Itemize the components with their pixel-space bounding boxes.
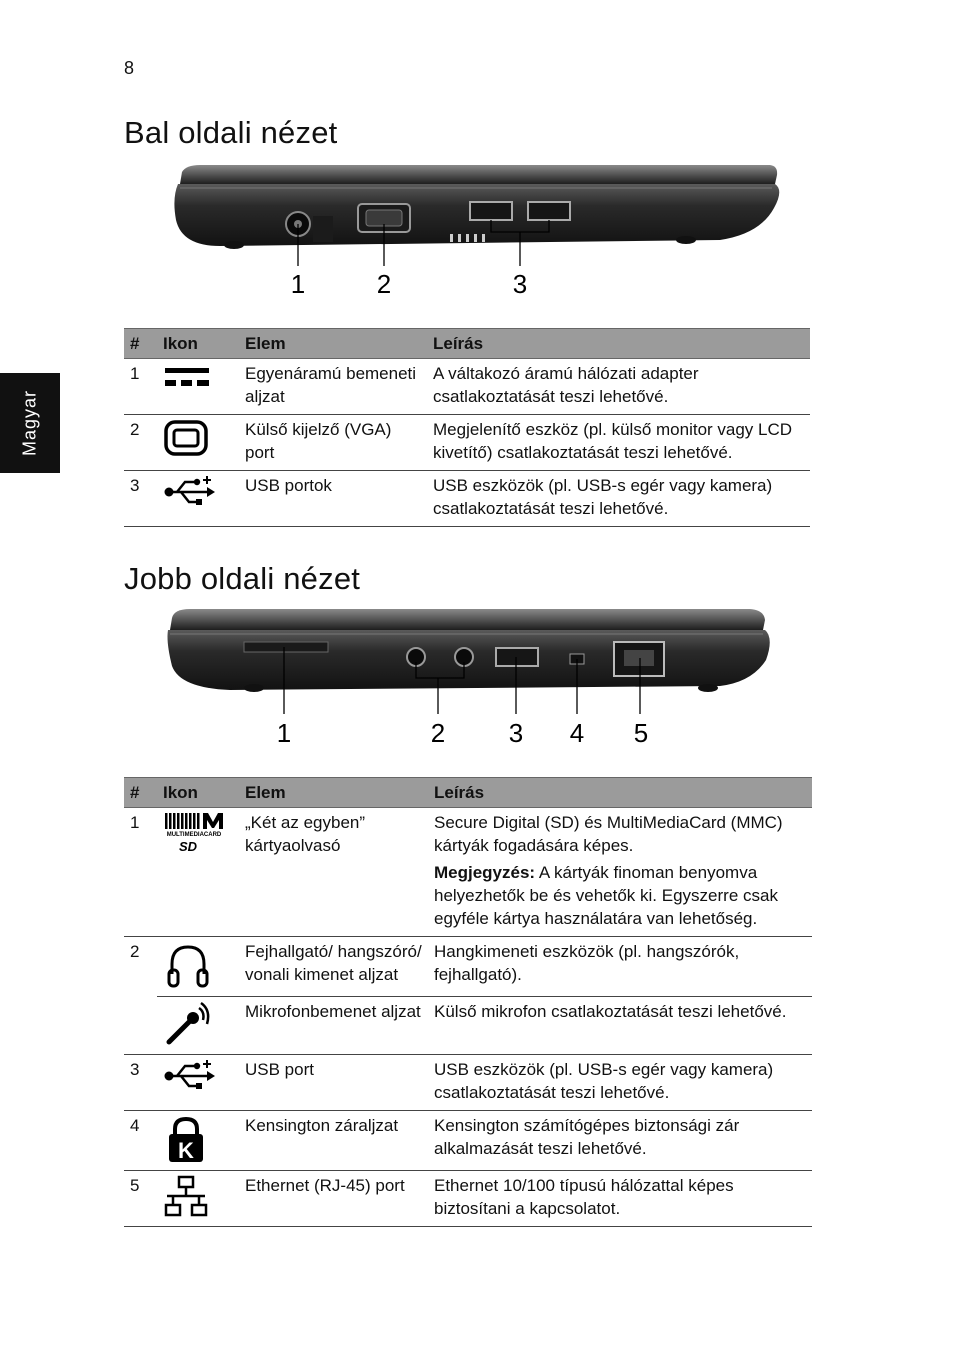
row-description: USB eszközök (pl. USB-s egér vagy kamera) csatlakoztatását teszi lehetővé. [427, 471, 810, 527]
col-header-item: Elem [239, 778, 428, 808]
row-number: 5 [124, 1171, 157, 1227]
row-description: Ethernet 10/100 típusú hálózattal képes biztosítani a kapcsolatot. [428, 1171, 812, 1227]
row-number: 3 [124, 1055, 157, 1111]
table-header [124, 778, 812, 808]
table-row [124, 359, 810, 415]
row-number: 4 [124, 1111, 157, 1171]
row-number: 2 [124, 937, 157, 1055]
right-callout-1: 1 [276, 718, 292, 748]
row-note [434, 861, 806, 930]
row-item: „Két az egyben” kártyaolvasó [239, 808, 428, 937]
row-description: Kensington számítógépes biztonsági zár alkalmazását teszi lehetővé. [428, 1111, 812, 1171]
right-callout-4: 4 [569, 718, 585, 748]
dc-power-icon [163, 362, 211, 392]
row-item: Kensington záraljzat [239, 1111, 428, 1171]
page-number: 8 [124, 58, 135, 78]
kensington-lock-icon [163, 1114, 209, 1164]
row-item: Külső kijelző (VGA) port [239, 415, 427, 471]
col-header-num: # [124, 329, 157, 359]
right-callout-2: 2 [430, 718, 446, 748]
note-label: Megjegyzés: [434, 863, 536, 882]
left-callout-3: 3 [512, 269, 528, 299]
row-number: 1 [124, 359, 157, 415]
row-description: Megjelenítő eszköz (pl. külső monitor vagy LCD kivetítő) csatlakoztatását teszi lehetővé. [427, 415, 810, 471]
table-row [124, 808, 812, 937]
table-row [124, 415, 810, 471]
note-text: A kártyák finoman benyomva helyezhetők be és vehetők ki. Egyszerre csak egyféle kártya használatára van lehetőség. [434, 863, 778, 928]
headphones-icon [163, 940, 213, 990]
row-item: Fejhallgató/ hangszóró/ vonali kimenet aljzat [239, 937, 428, 997]
row-description: Hangkimeneti eszközök (pl. hangszórók, fejhallgató). [428, 937, 812, 997]
language-tab [0, 373, 60, 473]
col-header-icon: Ikon [157, 329, 239, 359]
row-number: 2 [124, 415, 157, 471]
table-row [124, 1111, 812, 1171]
row-item: USB port [239, 1055, 428, 1111]
svg-text:MULTIMEDIACARD: MULTIMEDIACARD [166, 832, 222, 838]
row-item: Ethernet (RJ-45) port [239, 1171, 428, 1227]
row-number: 1 [124, 808, 157, 937]
right-view-title: Jobb oldali nézet [124, 561, 361, 596]
table-row [124, 997, 812, 1055]
table-header [124, 329, 810, 359]
table-row [124, 1055, 812, 1111]
row-description: Külső mikrofon csatlakoztatását teszi lehetővé. [428, 997, 812, 1055]
vga-icon [163, 418, 211, 458]
col-header-desc: Leírás [428, 778, 812, 808]
left-callout-1: 1 [290, 269, 306, 299]
language-tab-label: Magyar [19, 389, 40, 457]
table-row [124, 1171, 812, 1227]
left-view-title: Bal oldali nézet [124, 115, 338, 150]
right-callout-5: 5 [633, 718, 649, 748]
table-row [124, 937, 812, 997]
left-callout-2: 2 [376, 269, 392, 299]
usb-icon [163, 474, 215, 508]
col-header-item: Elem [239, 329, 427, 359]
microphone-icon [163, 1000, 213, 1048]
ethernet-icon [163, 1174, 211, 1220]
col-header-num: # [124, 778, 157, 808]
left-side-laptop-illustration [160, 158, 790, 300]
table-row [124, 471, 810, 527]
left-ports-table [124, 328, 810, 527]
row-description: Secure Digital (SD) és MultiMediaCard (MMC) kártyák fogadására képes. [434, 813, 783, 855]
row-item: USB portok [239, 471, 427, 527]
right-callout-3: 3 [508, 718, 524, 748]
right-ports-table [124, 777, 812, 1227]
svg-text:K: K [178, 1138, 194, 1163]
row-description: USB eszközök (pl. USB-s egér vagy kamera) csatlakoztatását teszi lehetővé. [428, 1055, 812, 1111]
row-number: 3 [124, 471, 157, 527]
col-header-desc: Leírás [427, 329, 810, 359]
row-item: Egyenáramú bemeneti aljzat [239, 359, 427, 415]
card-reader-icon [163, 811, 227, 853]
row-description: A váltakozó áramú hálózati adapter csatlakoztatását teszi lehetővé. [427, 359, 810, 415]
right-side-laptop-illustration [160, 602, 790, 752]
usb-icon [163, 1058, 215, 1092]
row-item: Mikrofonbemenet aljzat [239, 997, 428, 1055]
col-header-icon: Ikon [157, 778, 239, 808]
svg-text:SD: SD [179, 839, 198, 853]
